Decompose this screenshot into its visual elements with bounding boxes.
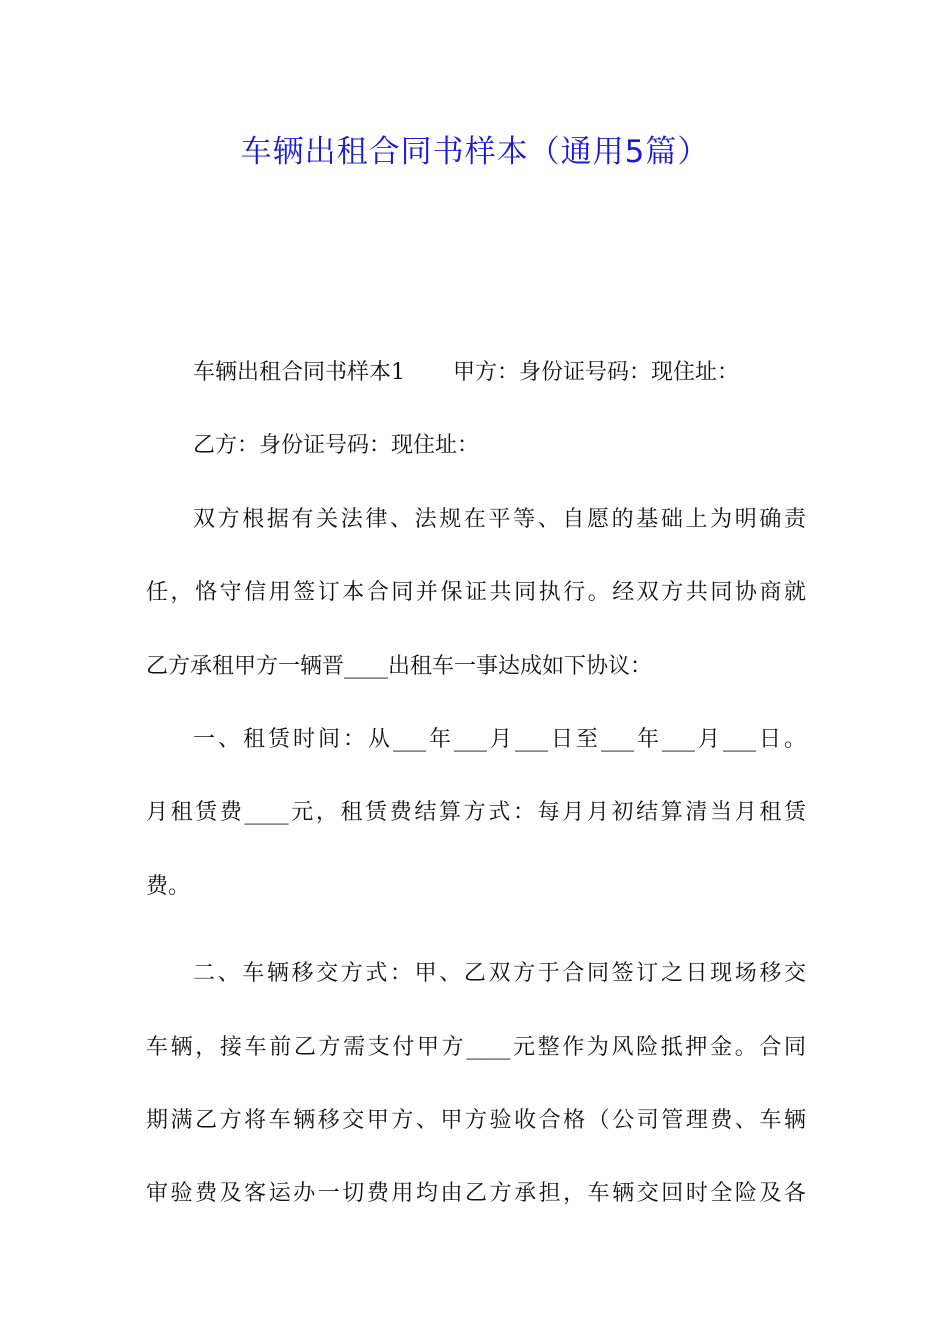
text-line: 审验费及客运办一切费用均由乙方承担，车辆交回时全险及各 — [146, 1181, 806, 1207]
document-title: 车辆出租合同书样本（通用5篇） — [240, 134, 710, 170]
text-line: 任，恪守信用签订本合同并保证共同执行。经双方共同协商就 — [146, 580, 806, 606]
document-body — [146, 336, 806, 1231]
party-b-paragraph — [146, 409, 806, 482]
party-b-line: 乙方：身份证号码：现住址： — [193, 433, 480, 459]
heading-paragraph — [146, 336, 806, 409]
paragraph-lease-term — [146, 703, 806, 923]
paragraph-agreement — [146, 483, 806, 703]
text-line: 二、车辆移交方式：甲、乙双方于合同签订之日现场移交 — [193, 961, 806, 987]
heading-line — [146, 336, 806, 409]
text-line: 双方根据有关法律、法规在平等、自愿的基础上为明确责 — [193, 506, 806, 532]
text-line: 费。 — [146, 873, 191, 899]
text-line: 乙方承租甲方一辆晋____出租车一事达成如下协议： — [146, 653, 653, 679]
text-line: 一、租赁时间：从___年___月___日至___年___月___日。 — [193, 727, 806, 753]
text-line: 月租赁费____元，租赁费结算方式：每月月初结算清当月租赁 — [146, 800, 806, 826]
paragraph-handover — [146, 937, 806, 1231]
text-line: 期满乙方将车辆移交甲方、甲方验收合格（公司管理费、车辆 — [146, 1108, 806, 1134]
text-line: 车辆，接车前乙方需支付甲方____元整作为风险抵押金。合同 — [146, 1034, 806, 1060]
section-heading: 车辆出租合同书样本1 — [193, 360, 405, 385]
party-a-line: 甲方：身份证号码：现住址： — [453, 360, 740, 385]
